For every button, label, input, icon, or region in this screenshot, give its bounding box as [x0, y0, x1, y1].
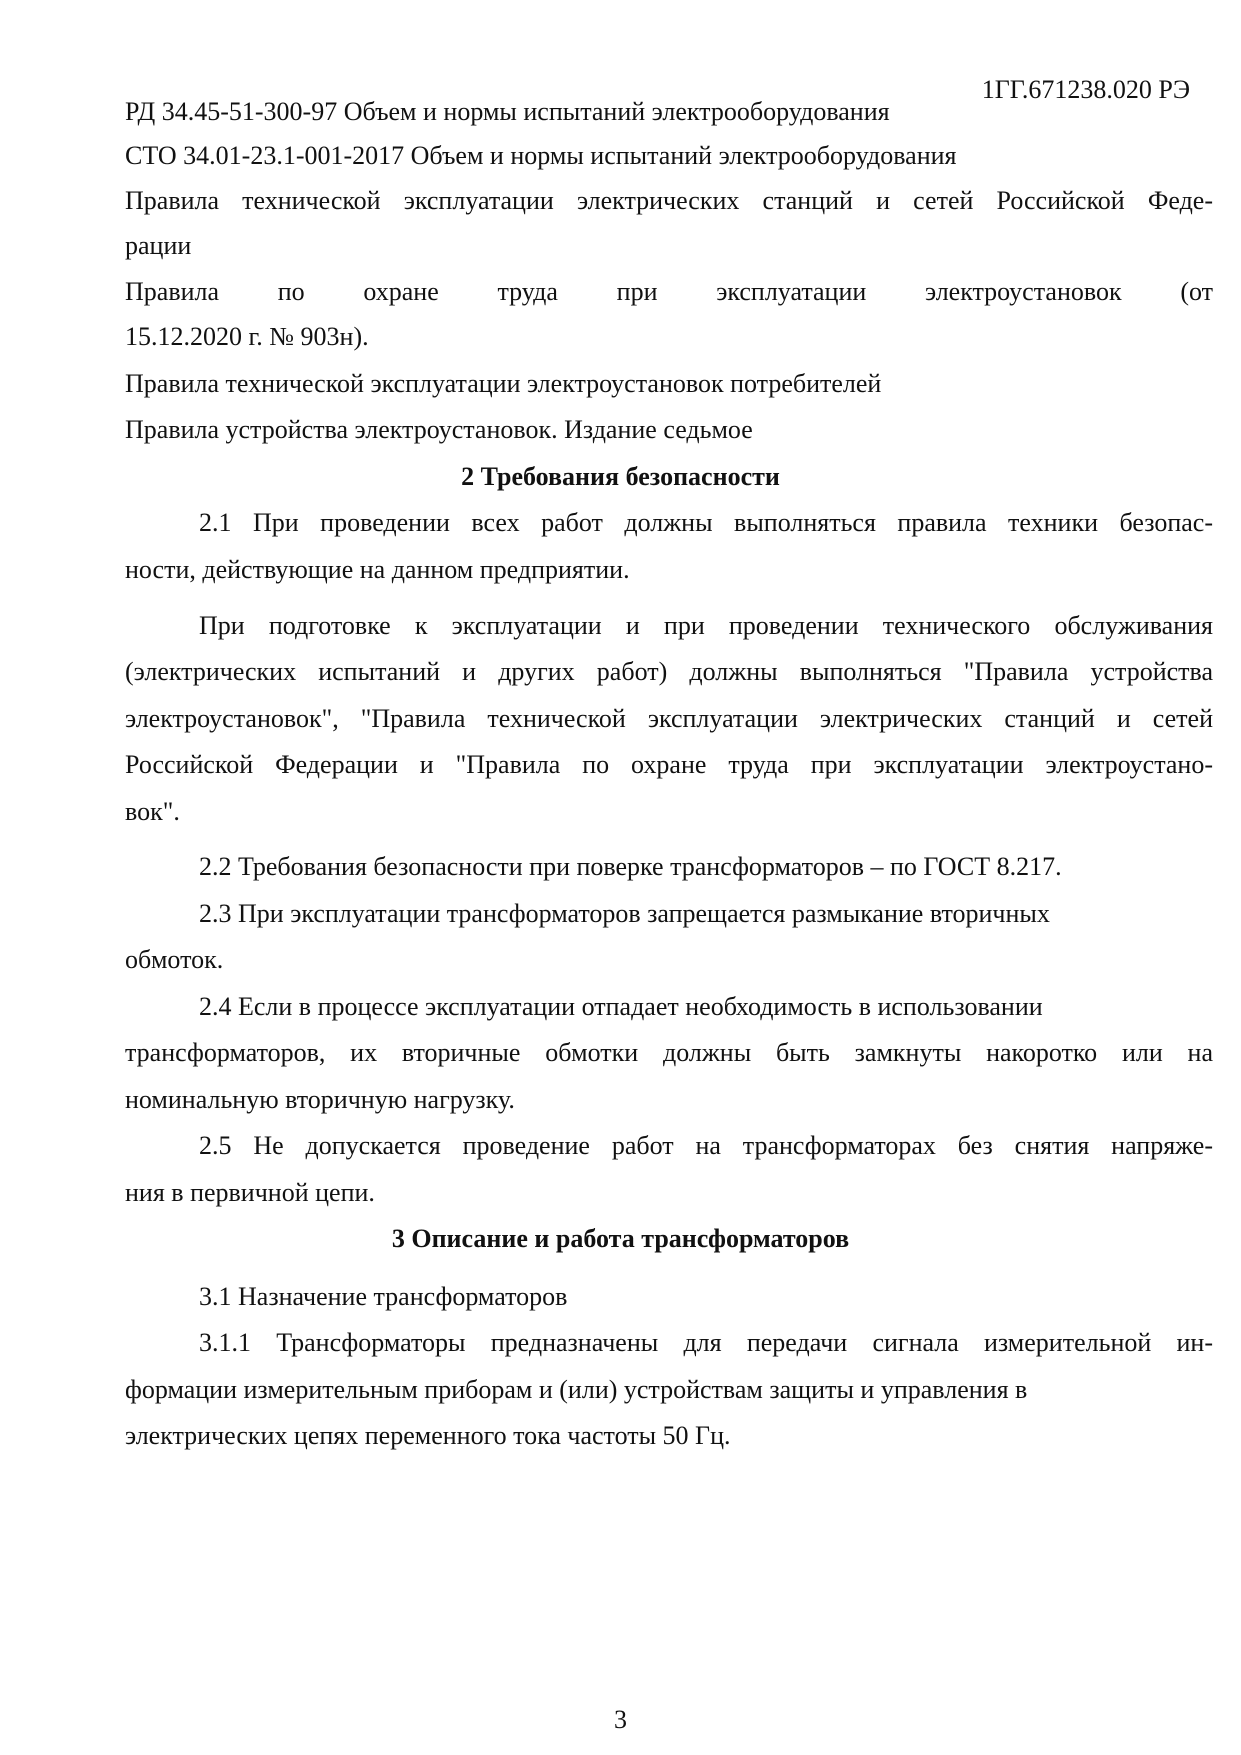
reference-line: Правила технической эксплуатации электроустановок потребителей	[125, 369, 882, 398]
paragraph-2-4-line: 2.4 Если в процессе эксплуатации отпадает необходимость в использовании	[199, 992, 1043, 1021]
paragraph-3-1-1-line: формации измерительным приборам и (или) устройствам защиты и управления в	[125, 1375, 1028, 1404]
section-3-heading: 3 Описание и работа трансформаторов	[391, 1224, 850, 1253]
paragraph-2-5-line: 2.5 Не допускается проведение работ на трансформаторах без снятия напряже-	[199, 1131, 1213, 1160]
page-number: 3	[614, 1705, 627, 1734]
reference-line: РД 34.45-51-300-97 Объем и нормы испытаний электрооборудования	[125, 97, 890, 126]
paragraph-preparation-line: Российской Федерации и "Правила по охране труда при эксплуатации электроустано-	[125, 750, 1213, 779]
reference-line: Правила технической эксплуатации электрических станций и сетей Российской Феде-	[125, 186, 1213, 215]
paragraph-2-4-line: номинальную вторичную нагрузку.	[125, 1085, 515, 1114]
paragraph-2-5-line: ния в первичной цепи.	[125, 1178, 375, 1207]
paragraph-3-1: 3.1 Назначение трансформаторов	[199, 1282, 568, 1311]
reference-line: Правила устройства электроустановок. Издание седьмое	[125, 415, 753, 444]
reference-line: СТО 34.01-23.1-001-2017 Объем и нормы испытаний электрооборудования	[125, 141, 957, 170]
paragraph-preparation-line: При подготовке к эксплуатации и при проведении технического обслуживания	[199, 611, 1213, 640]
paragraph-2-3-line: обмоток.	[125, 945, 224, 974]
paragraph-2-2: 2.2 Требования безопасности при поверке трансформаторов – по ГОСТ 8.217.	[199, 852, 1062, 881]
paragraph-3-1-1-line: 3.1.1 Трансформаторы предназначены для передачи сигнала измерительной ин-	[199, 1328, 1213, 1357]
reference-line: Правила по охране труда при эксплуатации электроустановок (от	[125, 277, 1213, 306]
paragraph-3-1-1-line: электрических цепях переменного тока частоты 50 Гц.	[125, 1421, 731, 1450]
reference-line: рации	[125, 231, 192, 260]
paragraph-2-3-line: 2.3 При эксплуатации трансформаторов запрещается размыкание вторичных	[199, 899, 1050, 928]
reference-line: 15.12.2020 г. № 903н).	[125, 322, 369, 351]
paragraph-2-1-line: ности, действующие на данном предприятии.	[125, 555, 630, 584]
paragraph-preparation-line: (электрических испытаний и других работ) должны выполняться "Правила устройства	[125, 657, 1213, 686]
paragraph-2-4-line: трансформаторов, их вторичные обмотки должны быть замкнуты накоротко или на	[125, 1038, 1213, 1067]
paragraph-2-1-line: 2.1 При проведении всех работ должны выполняться правила техники безопас-	[199, 508, 1213, 537]
document-code: 1ГГ.671238.020 РЭ	[981, 75, 1190, 104]
section-2-heading: 2 Требования безопасности	[461, 462, 780, 491]
paragraph-preparation-line: электроустановок", "Правила технической эксплуатации электрических станций и сетей	[125, 704, 1213, 733]
paragraph-preparation-line: вок".	[125, 797, 180, 826]
